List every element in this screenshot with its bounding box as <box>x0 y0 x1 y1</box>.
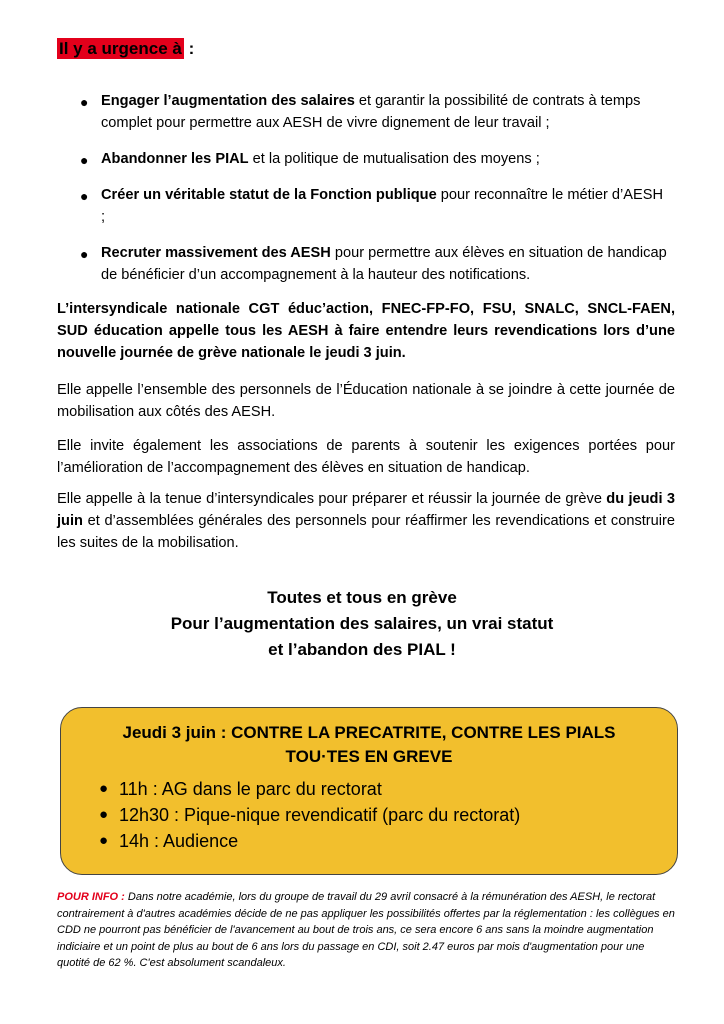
slogan-block <box>0 585 724 663</box>
info-text: Dans notre académie, lors du groupe de travail du 29 avril consacré à la rémunération des AESH, le rectorat contrairement à d'autres académies décide de ne pas appliquer les possibilités offertes par la réglementation : les collègues en CDD ne pourront pas bénéficier de l'avancement au bout de trois ans, ce sera encore 6 ans sans la moindre augmentation indiciaire et un point de plus au bout de 6 ans lors du passage en CDI, soit 2.47 euros par mois d'augmentation pour une quotité de 62 %. C'est absolument scandaleux. <box>57 891 675 969</box>
slogan-line: Pour l’augmentation des salaires, un vrai statut <box>170 614 554 633</box>
demand-text: pour permettre aux élèves en situation de handicap de bénéficier d’un accompagnement à la hauteur des notifications. <box>101 245 667 283</box>
slogan-line: et l’abandon des PIAL ! <box>268 640 456 659</box>
schedule-item <box>99 776 520 802</box>
demand-item <box>80 90 670 134</box>
demand-item <box>80 148 670 170</box>
urgence-highlight: Il y a urgence à <box>59 39 182 58</box>
urgence-colon: : <box>183 39 195 58</box>
demand-bold: Créer un véritable statut de la Fonction publique <box>101 187 437 203</box>
event-box-title <box>61 721 677 769</box>
demands-list <box>80 90 670 300</box>
schedule-item <box>99 828 520 854</box>
event-schedule <box>99 776 520 854</box>
event-title-line: TOU·TES EN GREVE <box>285 747 453 766</box>
personnels-paragraph: Elle appelle l’ensemble des personnels de l’Éducation nationale à se joindre à cette journée de mobilisation aux côtés des AESH. <box>57 382 675 420</box>
schedule-item <box>99 802 520 828</box>
bullet-icon: ● <box>99 806 109 823</box>
demand-item <box>80 184 670 228</box>
assemblees-text-start: Elle appelle à la tenue d’intersyndicales pour préparer et réussir la journée de grève <box>57 491 607 507</box>
bullet-icon: ● <box>80 152 89 168</box>
bullet-icon: ● <box>80 246 89 262</box>
schedule-text: 14h : Audience <box>119 831 239 851</box>
demand-bold: Engager l’augmentation des salaires <box>101 93 355 109</box>
demand-bold: Recruter massivement des AESH <box>101 245 331 261</box>
demand-bold: Abandonner les PIAL <box>101 151 249 167</box>
urgence-heading <box>57 37 194 61</box>
assemblees-date: du jeudi 3 juin <box>57 491 675 529</box>
bullet-icon: ● <box>80 188 89 204</box>
schedule-text: 12h30 : Pique-nique revendicatif (parc du rectorat) <box>119 805 521 825</box>
schedule-text: 11h : AG dans le parc du rectorat <box>119 779 382 799</box>
event-box <box>60 707 678 875</box>
demand-item <box>80 242 670 286</box>
info-label: POUR INFO : <box>57 891 125 903</box>
assemblees-paragraph <box>57 488 675 554</box>
bullet-icon: ● <box>99 780 109 797</box>
demand-text: pour reconnaître le métier d’AESH ; <box>101 187 664 225</box>
slogan-line: Toutes et tous en grève <box>267 588 457 607</box>
demand-text: et la politique de mutualisation des moyens ; <box>248 151 540 167</box>
info-note <box>57 889 675 972</box>
bullet-icon: ● <box>80 94 89 110</box>
assemblees-text-end: et d’assemblées générales des personnels pour réaffirmer les revendications et construire les suites de la mobilisation. <box>57 513 675 551</box>
parents-paragraph: Elle invite également les associations de parents à soutenir les exigences portées pour l’amélioration de l’accompagnement des élèves en situation de handicap. <box>57 438 675 476</box>
event-title-line: Jeudi 3 juin : CONTRE LA PRECATRITE, CONTRE LES PIALS <box>122 723 616 742</box>
demand-text: et garantir la possibilité de contrats à temps complet pour permettre aux AESH de vivre dignement de leur travail ; <box>101 93 641 131</box>
bullet-icon: ● <box>99 832 109 849</box>
intersyndicale-paragraph: L’intersyndicale nationale CGT éduc’action, FNEC-FP-FO, FSU, SNALC, SNCL-FAEN, SUD éducation appelle tous les AESH à faire entendre leurs revendications lors d’une nouvelle journée de grève nationale le jeudi 3 juin. <box>57 301 675 361</box>
